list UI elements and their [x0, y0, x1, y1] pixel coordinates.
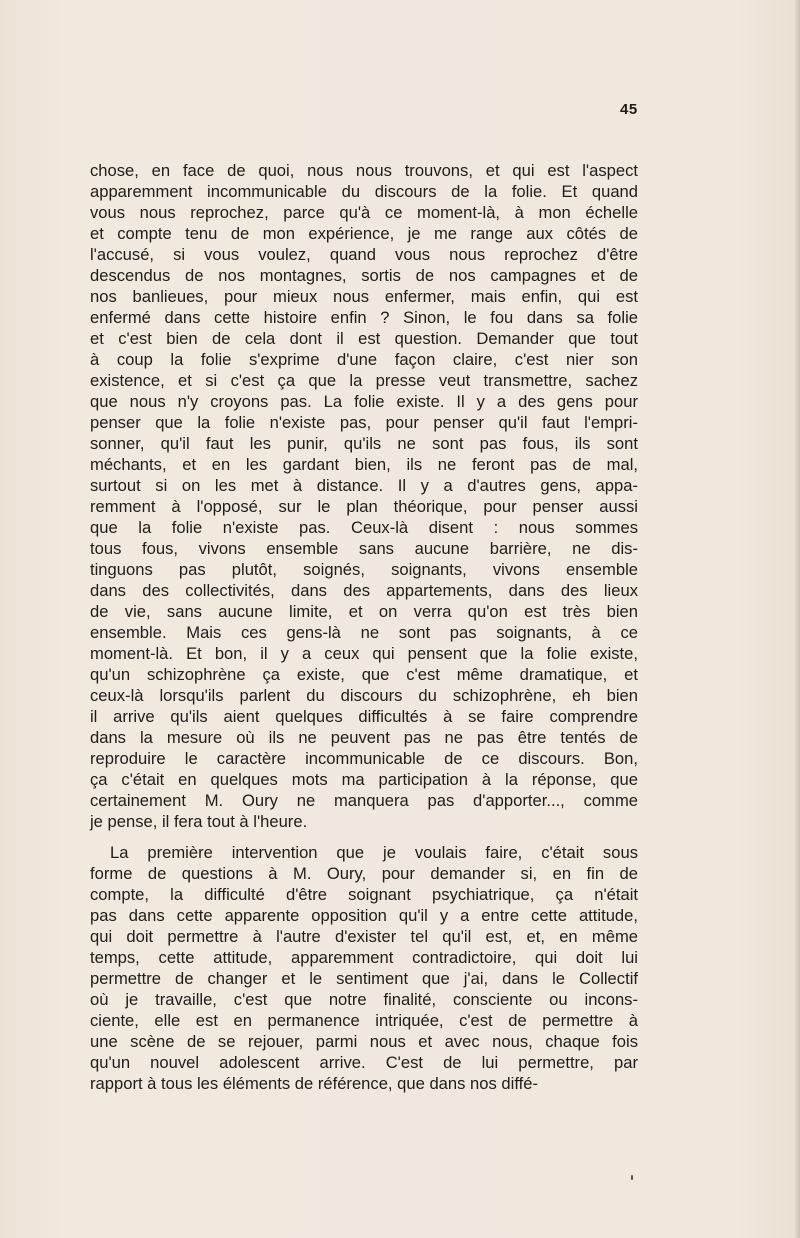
text-line: que la folie n'existe pas. Ceux-là disent : nous sommes [90, 518, 638, 537]
text-line: temps, cette attitude, apparemment contradictoire, qui doit lui [90, 948, 638, 967]
paragraph-1 [90, 160, 638, 832]
text-line: compte, la difficulté d'être soignant psychiatrique, ça n'était [90, 885, 638, 904]
text-line: chose, en face de quoi, nous nous trouvons, et qui est l'aspect [90, 161, 638, 180]
text-line: apparemment incommunicable du discours de la folie. Et quand [90, 182, 638, 201]
text-line: remment à l'opposé, sur le plan théorique, pour penser aussi [90, 497, 638, 516]
text-line: sonner, qu'il faut les punir, qu'ils ne sont pas fous, ils sont [90, 434, 638, 453]
text-line: moment-là. Et bon, il y a ceux qui pensent que la folie existe, [90, 644, 638, 663]
text-line: qu'un schizophrène ça existe, que c'est même dramatique, et [90, 665, 638, 684]
text-line: que nous n'y croyons pas. La folie existe. Il y a des gens pour [90, 392, 638, 411]
text-line: dans des collectivités, dans des appartements, dans des lieux [90, 581, 638, 600]
text-line: et compte tenu de mon expérience, je me range aux côtés de [90, 224, 638, 243]
body-text [90, 160, 638, 1094]
text-line: existence, et si c'est ça que la presse veut transmettre, sachez [90, 371, 638, 390]
text-line: enfermé dans cette histoire enfin ? Sinon, le fou dans sa folie [90, 308, 638, 327]
text-line: qu'un nouvel adolescent arrive. C'est de lui permettre, par [90, 1053, 638, 1072]
text-line: tinguons pas plutôt, soignés, soignants, vivons ensemble [90, 560, 638, 579]
text-line: et c'est bien de cela dont il est question. Demander que tout [90, 329, 638, 348]
text-line: tous fous, vivons ensemble sans aucune barrière, ne dis- [90, 539, 638, 558]
text-line: de vie, sans aucune limite, et on verra qu'on est très bien [90, 602, 638, 621]
paper-speck [631, 1175, 633, 1180]
text-line: dans la mesure où ils ne peuvent pas ne pas être tentés de [90, 728, 638, 747]
text-line: ciente, elle est en permanence intriquée, c'est de permettre à [90, 1011, 638, 1030]
text-line: pas dans cette apparente opposition qu'il y a entre cette attitude, [90, 906, 638, 925]
text-line: ensemble. Mais ces gens-là ne sont pas soignants, à ce [90, 623, 638, 642]
text-line: surtout si on les met à distance. Il y a d'autres gens, appa- [90, 476, 638, 495]
page-edge-shadow [794, 0, 800, 1238]
text-line: à coup la folie s'exprime d'une façon claire, c'est nier son [90, 350, 638, 369]
text-line: l'accusé, si vous voulez, quand vous nous reprochez d'être [90, 245, 638, 264]
text-line: ceux-là lorsqu'ils parlent du discours du schizophrène, eh bien [90, 686, 638, 705]
text-line: penser que la folie n'existe pas, pour penser qu'il faut l'empri- [90, 413, 638, 432]
text-line: une scène de se rejouer, parmi nous et avec nous, chaque fois [90, 1032, 638, 1051]
text-line: qui doit permettre à l'autre d'exister tel qu'il est, et, en même [90, 927, 638, 946]
text-line: permettre de changer et le sentiment que j'ai, dans le Collectif [90, 969, 638, 988]
text-line: reproduire le caractère incommunicable de ce discours. Bon, [90, 749, 638, 768]
text-line: descendus de nos montagnes, sortis de nos campagnes et de [90, 266, 638, 285]
paragraph-2 [90, 842, 638, 1094]
text-line: vous nous reprochez, parce qu'à ce moment-là, à mon échelle [90, 203, 638, 222]
text-line: forme de questions à M. Oury, pour demander si, en fin de [90, 864, 638, 883]
text-line: méchants, et en les gardant bien, ils ne feront pas de mal, [90, 455, 638, 474]
text-line: il arrive qu'ils aient quelques difficultés à se faire comprendre [90, 707, 638, 726]
text-line: rapport à tous les éléments de référence, que dans nos diffé- [90, 1074, 538, 1093]
text-line: La première intervention que je voulais faire, c'était sous [110, 843, 638, 862]
page-number: 45 [620, 101, 638, 118]
text-line: je pense, il fera tout à l'heure. [90, 812, 308, 831]
text-line: où je travaille, c'est que notre finalité, consciente ou incons- [90, 990, 638, 1009]
text-line: certainement M. Oury ne manquera pas d'apporter..., comme [90, 791, 638, 810]
text-line: ça c'était en quelques mots ma participation à la réponse, que [90, 770, 638, 789]
text-line: nos banlieues, pour mieux nous enfermer, mais enfin, qui est [90, 287, 638, 306]
